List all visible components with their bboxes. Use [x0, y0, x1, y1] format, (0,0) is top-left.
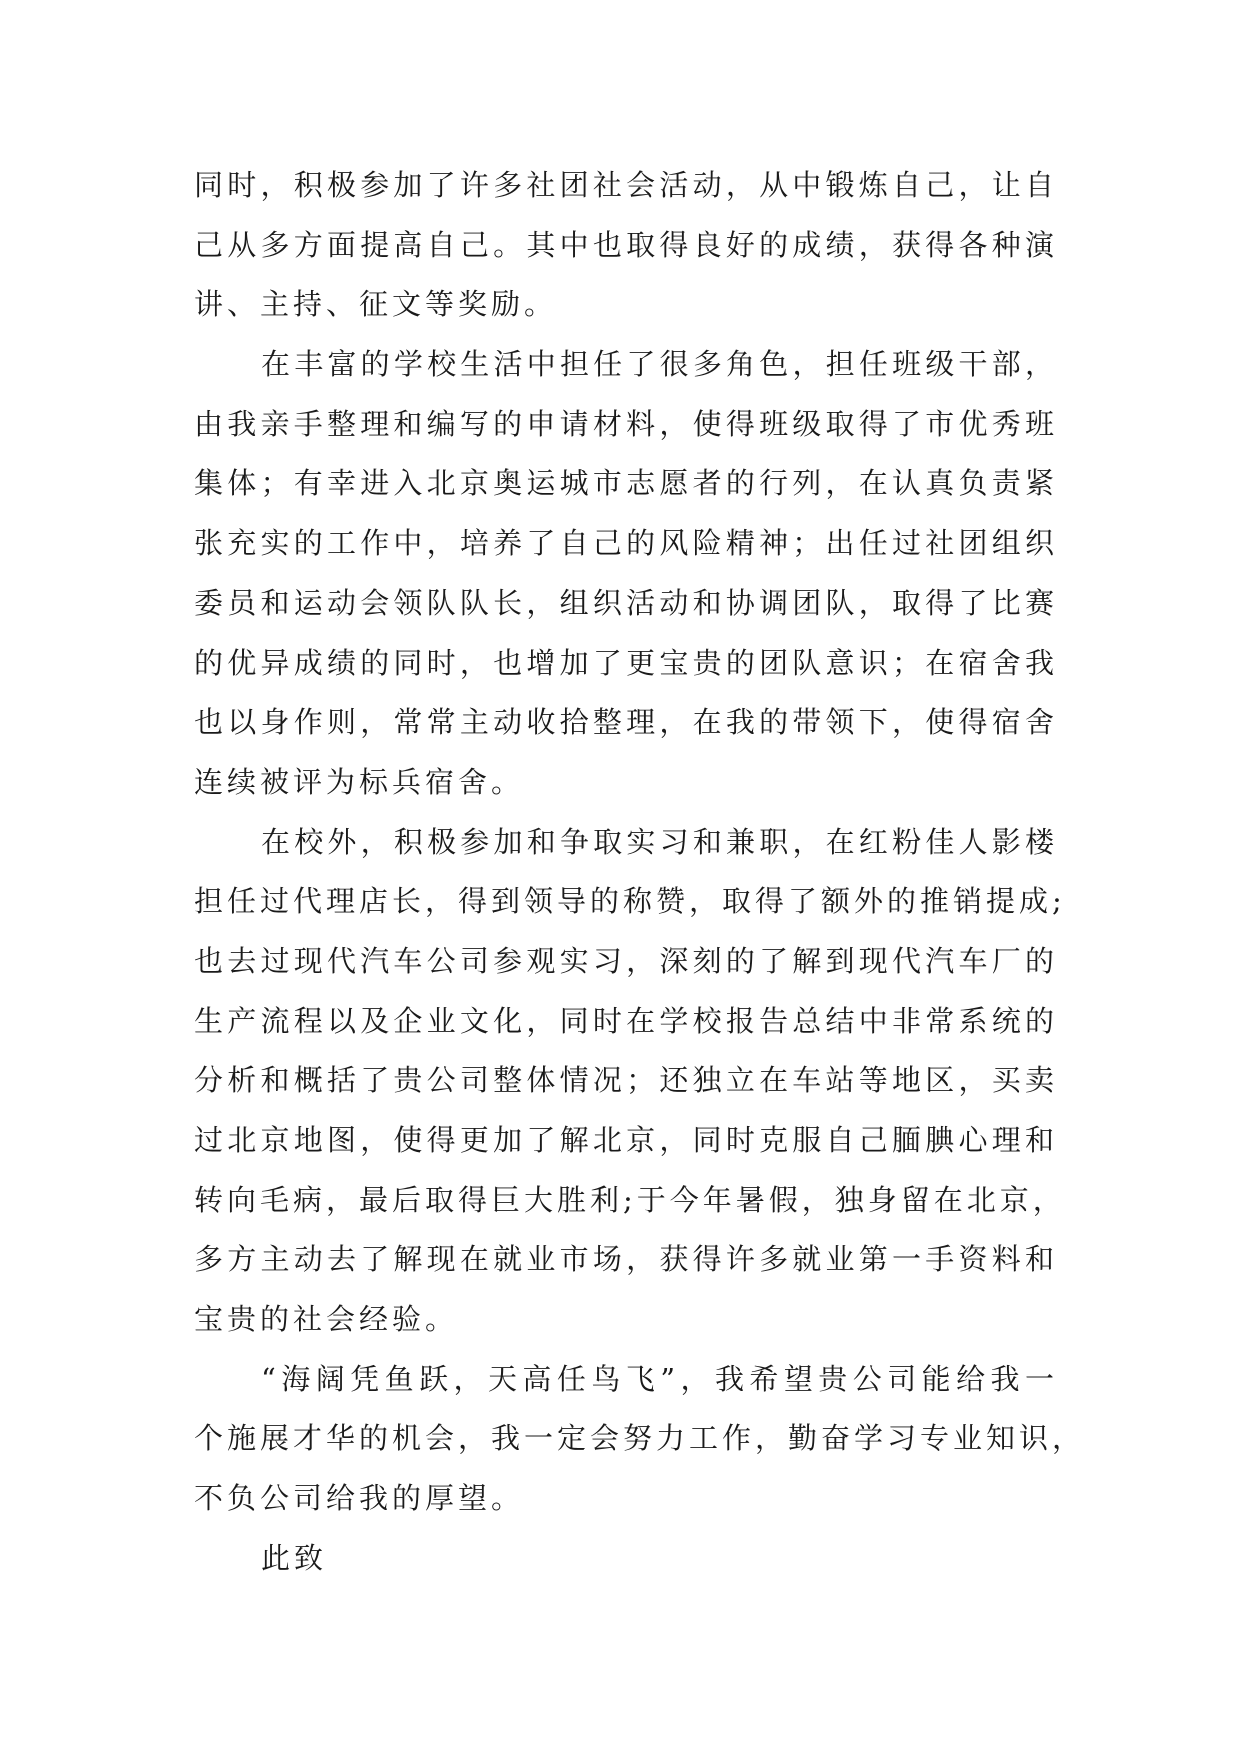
- letter-body: [194, 156, 1086, 1589]
- text-line: 委员和运动会领队队长，组织活动和协调团队，取得了比赛: [194, 585, 1058, 620]
- text-line: 张充实的工作中，培养了自己的风险精神；出任过社团组织: [194, 526, 1058, 561]
- text-line: 连续被评为标兵宿舍。: [194, 764, 525, 799]
- text-line: 过北京地图，使得更加了解北京，同时克服自己腼腆心理和: [194, 1123, 1058, 1157]
- text-line: 担任过代理店长，得到领导的称赞，取得了额外的推销提成;: [194, 884, 1066, 919]
- text-line: “海阔凭鱼跃，天高任鸟飞”，我希望贵公司能给我一: [261, 1361, 1058, 1396]
- text-line: 也去过现代汽车公司参观实习，深刻的了解到现代汽车厂的: [194, 943, 1058, 978]
- text-line: 也以身作则，常常主动收拾整理，在我的带领下，使得宿舍: [194, 705, 1058, 740]
- paragraph-external-experience: [194, 813, 1066, 1350]
- text-line: 个施展才华的机会，我一定会努力工作，勤奋学习专业知识，: [194, 1421, 1086, 1456]
- text-line: 转向毛病，最后取得巨大胜利;于今年暑假，独身留在北京，: [194, 1182, 1066, 1217]
- paragraph-closing-wish: [194, 1350, 1086, 1529]
- paragraph-salutation: [194, 1529, 1058, 1589]
- text-line: 不负公司给我的厚望。: [194, 1481, 525, 1516]
- text-line: 分析和概括了贵公司整体情况；还独立在车站等地区，买卖: [194, 1063, 1058, 1098]
- text-line: 由我亲手整理和编写的申请材料，使得班级取得了市优秀班: [194, 406, 1058, 441]
- text-line: 多方主动去了解现在就业市场，获得许多就业第一手资料和: [194, 1242, 1058, 1277]
- text-line: 己从多方面提高自己。其中也取得良好的成绩，获得各种演: [194, 227, 1058, 262]
- salutation-line: 此致: [261, 1540, 328, 1575]
- text-line: 在丰富的学校生活中担任了很多角色，担任班级干部，: [261, 347, 1058, 382]
- text-line: 集体；有幸进入北京奥运城市志愿者的行列，在认真负责紧: [194, 466, 1058, 501]
- paragraph-school-roles: [194, 335, 1058, 813]
- text-line: 的优异成绩的同时，也增加了更宝贵的团队意识；在宿舍我: [194, 645, 1058, 680]
- text-line: 生产流程以及企业文化，同时在学校报告总结中非常系统的: [194, 1003, 1058, 1038]
- text-line: 在校外，积极参加和争取实习和兼职，在红粉佳人影楼: [261, 824, 1058, 859]
- text-line: 讲、主持、征文等奖励。: [194, 287, 558, 322]
- text-line: 宝贵的社会经验。: [194, 1302, 459, 1337]
- text-line: 同时，积极参加了许多社团社会活动，从中锻炼自己，让自: [194, 168, 1058, 202]
- paragraph-activities: [194, 156, 1058, 335]
